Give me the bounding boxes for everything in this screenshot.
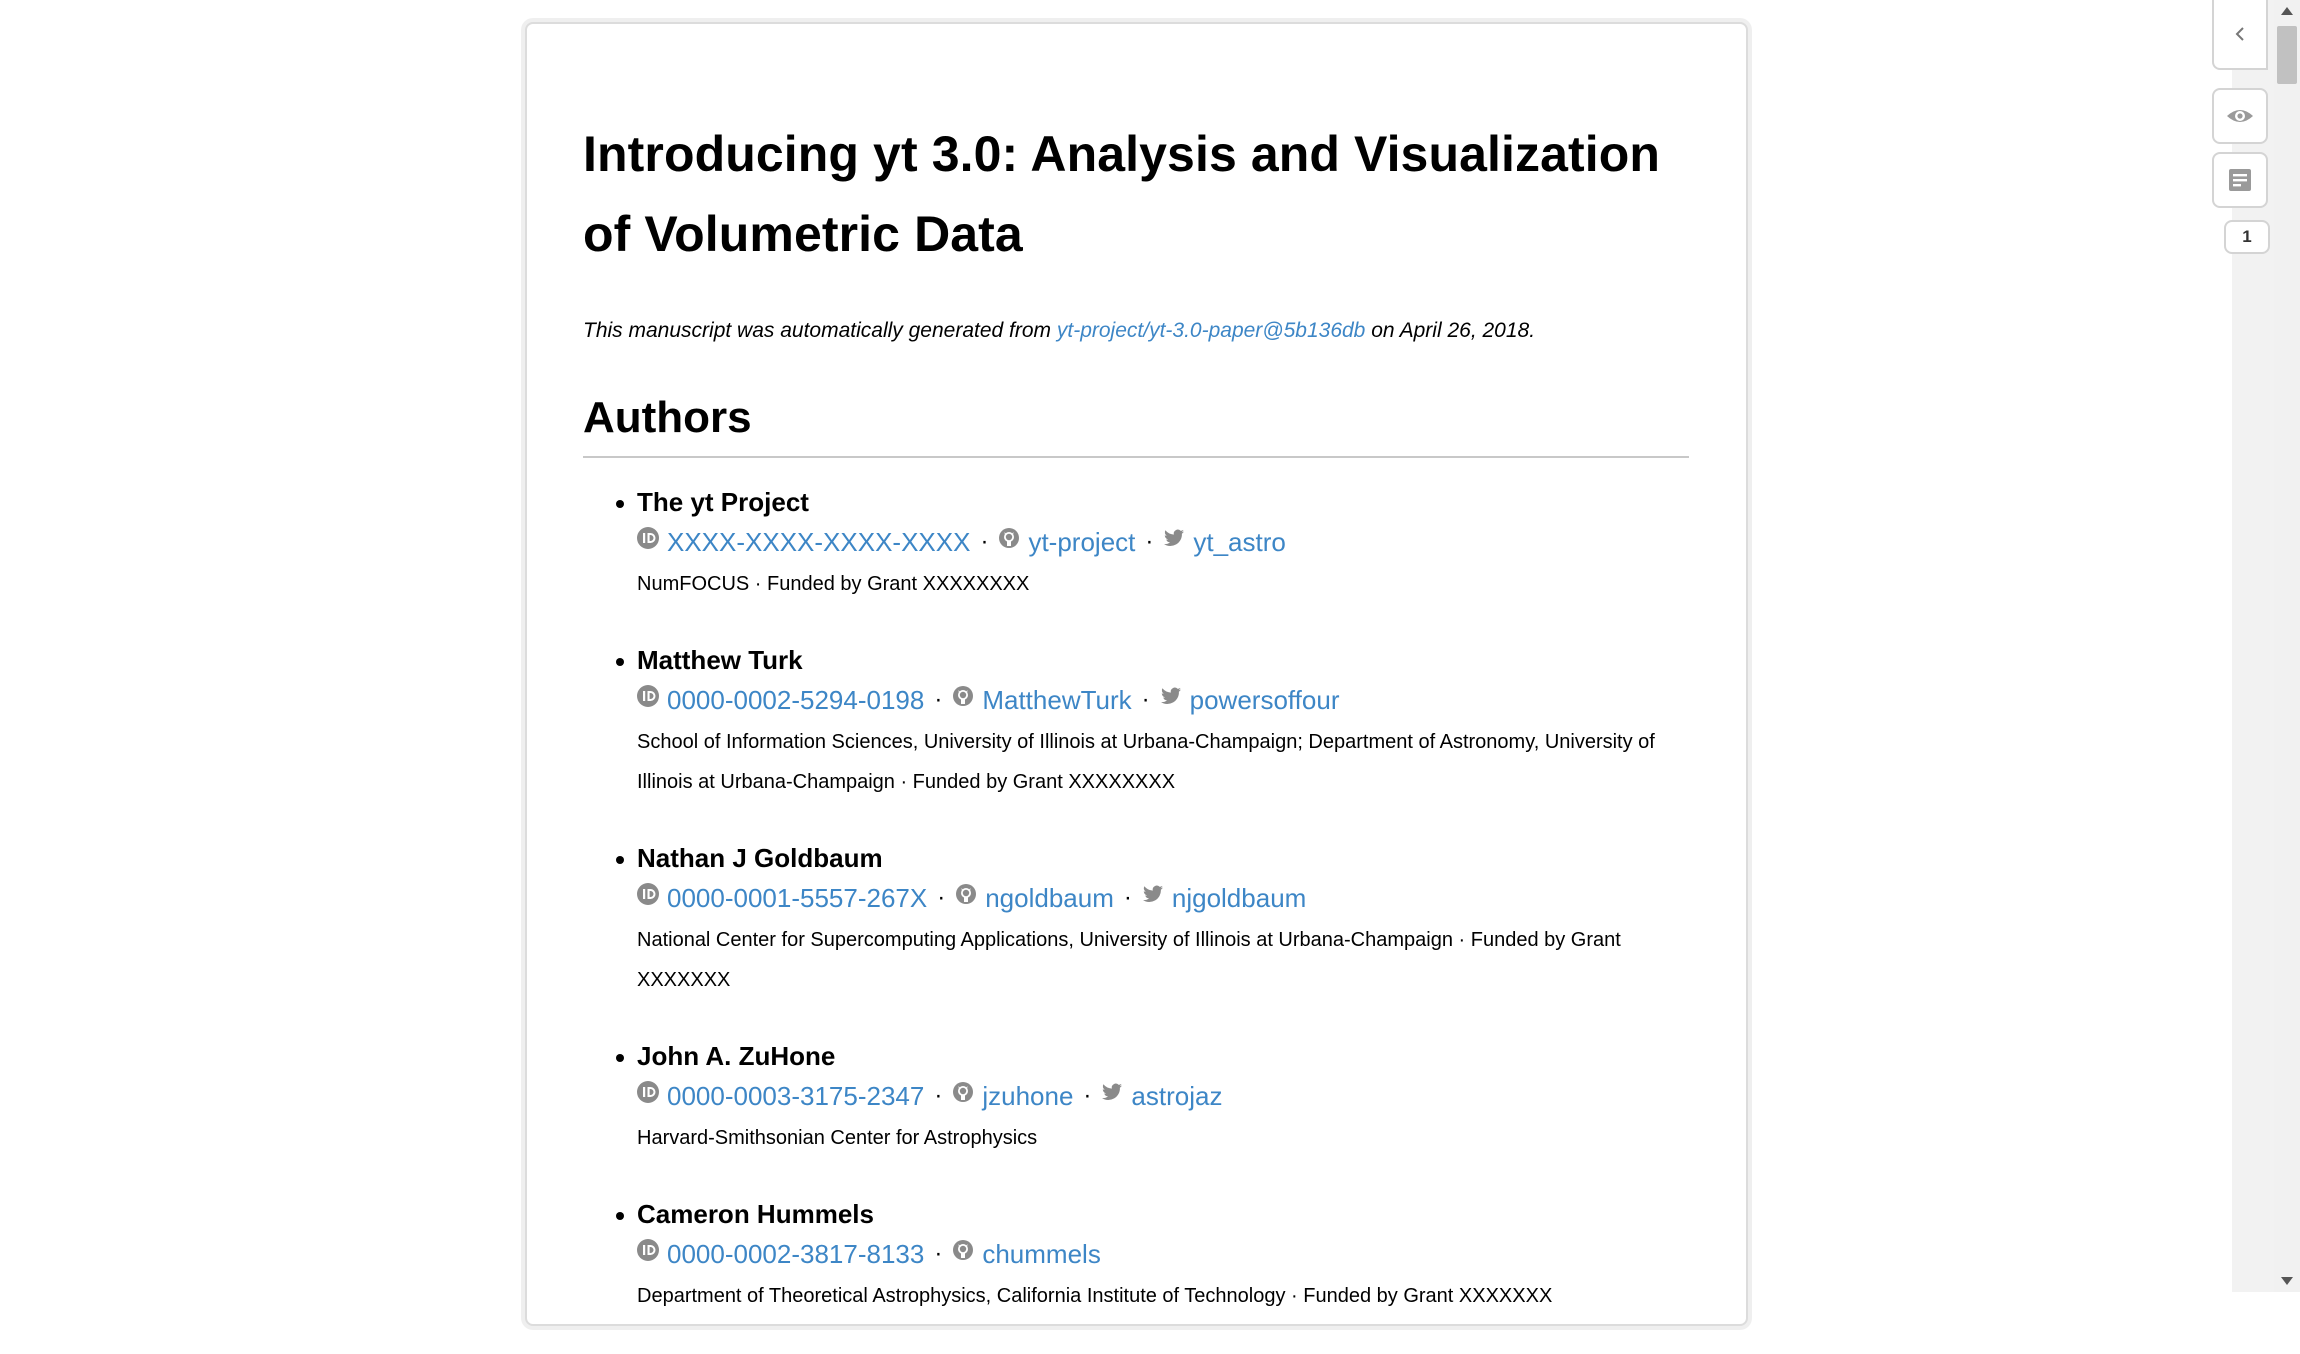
separator: ·	[1123, 884, 1132, 911]
author-name: John A. ZuHone	[637, 1041, 836, 1071]
manuscript-card	[525, 22, 1748, 1326]
orcid-entry	[637, 680, 924, 720]
orcid-entry	[637, 522, 970, 562]
twitter-entry	[1101, 1076, 1222, 1116]
orcid-link[interactable]: 0000-0002-5294-0198	[667, 685, 925, 715]
separator: ·	[934, 686, 943, 713]
github-icon	[955, 883, 977, 905]
twitter-icon	[1142, 883, 1164, 905]
generation-note	[583, 316, 1689, 346]
orcid-icon	[637, 685, 659, 707]
author-ids	[637, 878, 1689, 918]
author-ids	[637, 680, 1689, 720]
twitter-entry	[1160, 680, 1340, 720]
author-item	[583, 1196, 1689, 1316]
page-number-badge[interactable]: 1	[2224, 220, 2270, 254]
authors-heading: Authors	[583, 390, 1689, 458]
github-link[interactable]: yt-project	[1028, 527, 1136, 557]
github-entry	[955, 878, 1114, 918]
separator: ·	[934, 1082, 943, 1109]
orcid-icon	[637, 1239, 659, 1261]
vertical-scrollbar[interactable]	[2274, 0, 2300, 1292]
author-ids	[637, 1076, 1689, 1116]
author-item	[583, 1038, 1689, 1158]
author-affiliation: Department of Theoretical Astrophysics, California Institute of Technology · Funded by Grant XXXXXXX	[637, 1285, 1553, 1307]
triangle-up-icon	[2281, 7, 2293, 15]
github-link[interactable]: chummels	[982, 1239, 1101, 1269]
separator: ·	[1145, 528, 1154, 555]
github-entry	[952, 680, 1131, 720]
author-affiliation: School of Information Sciences, University of Illinois at Urbana-Champaign; Department of Astronomy, University of Illinois at Urbana-Champaign · Funded by Grant XXXXXXXX	[637, 731, 1655, 793]
github-icon	[998, 527, 1020, 549]
author-name: Matthew Turk	[637, 645, 803, 675]
separator: ·	[980, 528, 989, 555]
collapse-panel-button[interactable]	[2212, 0, 2268, 70]
triangle-down-icon	[2281, 1277, 2293, 1285]
annotations-button[interactable]	[2212, 152, 2268, 208]
source-commit-link[interactable]: yt-project/yt-3.0-paper@5b136db	[1056, 319, 1366, 342]
twitter-entry	[1163, 522, 1286, 562]
chevron-left-icon	[2232, 24, 2248, 44]
separator: ·	[937, 884, 946, 911]
manuscript-content	[583, 114, 1689, 1354]
github-icon	[952, 685, 974, 707]
orcid-icon	[637, 883, 659, 905]
orcid-link[interactable]: 0000-0003-3175-2347	[667, 1081, 925, 1111]
github-icon	[952, 1239, 974, 1261]
generation-note-prefix: This manuscript was automatically generated from	[583, 319, 1057, 342]
generation-note-suffix: on April 26, 2018.	[1365, 319, 1536, 342]
twitter-link[interactable]: astrojaz	[1131, 1081, 1223, 1111]
twitter-entry	[1142, 878, 1306, 918]
github-link[interactable]: jzuhone	[982, 1081, 1074, 1111]
github-entry	[952, 1076, 1073, 1116]
author-affiliation: NumFOCUS · Funded by Grant XXXXXXXX	[637, 573, 1030, 595]
scroll-up-button[interactable]	[2274, 0, 2300, 22]
author-name: Cameron Hummels	[637, 1199, 874, 1229]
orcid-entry	[637, 1076, 924, 1116]
separator: ·	[1083, 1082, 1092, 1109]
orcid-link[interactable]: 0000-0002-3817-8133	[667, 1239, 925, 1269]
scroll-down-button[interactable]	[2274, 1270, 2300, 1292]
orcid-icon	[637, 1081, 659, 1103]
author-item	[583, 840, 1689, 1000]
orcid-entry	[637, 1234, 924, 1274]
manuscript-title: Introducing yt 3.0: Analysis and Visualization of Volumetric Data	[583, 126, 1661, 262]
github-link[interactable]: MatthewTurk	[982, 685, 1132, 715]
eye-icon	[2225, 106, 2255, 126]
separator: ·	[1141, 686, 1150, 713]
orcid-entry	[637, 878, 927, 918]
github-link[interactable]: ngoldbaum	[985, 883, 1114, 913]
twitter-link[interactable]: yt_astro	[1193, 527, 1286, 557]
twitter-icon	[1163, 527, 1185, 549]
author-affiliation: Harvard-Smithsonian Center for Astrophysics	[637, 1127, 1038, 1149]
twitter-icon	[1101, 1081, 1123, 1103]
twitter-link[interactable]: powersoffour	[1189, 685, 1340, 715]
orcid-icon	[637, 527, 659, 549]
view-toggle-button[interactable]	[2212, 88, 2268, 144]
author-affiliation: National Center for Supercomputing Applications, University of Illinois at Urbana-Champaign · Funded by Grant XXXXXXX	[637, 929, 1621, 991]
twitter-link[interactable]: njgoldbaum	[1171, 883, 1307, 913]
author-name: Nathan J Goldbaum	[637, 843, 883, 873]
author-ids	[637, 522, 1689, 562]
orcid-link[interactable]: XXXX-XXXX-XXXX-XXXX	[667, 527, 971, 557]
orcid-link[interactable]: 0000-0001-5557-267X	[667, 883, 928, 913]
author-ids	[637, 1234, 1689, 1274]
github-icon	[952, 1081, 974, 1103]
notes-icon	[2227, 167, 2253, 193]
twitter-icon	[1160, 685, 1182, 707]
author-item	[583, 484, 1689, 604]
github-entry	[998, 522, 1135, 562]
author-item	[583, 642, 1689, 802]
author-name: The yt Project	[637, 487, 809, 517]
scrollbar-thumb[interactable]	[2277, 26, 2297, 84]
github-entry	[952, 1234, 1100, 1274]
separator: ·	[934, 1240, 943, 1267]
author-list	[583, 484, 1689, 1316]
